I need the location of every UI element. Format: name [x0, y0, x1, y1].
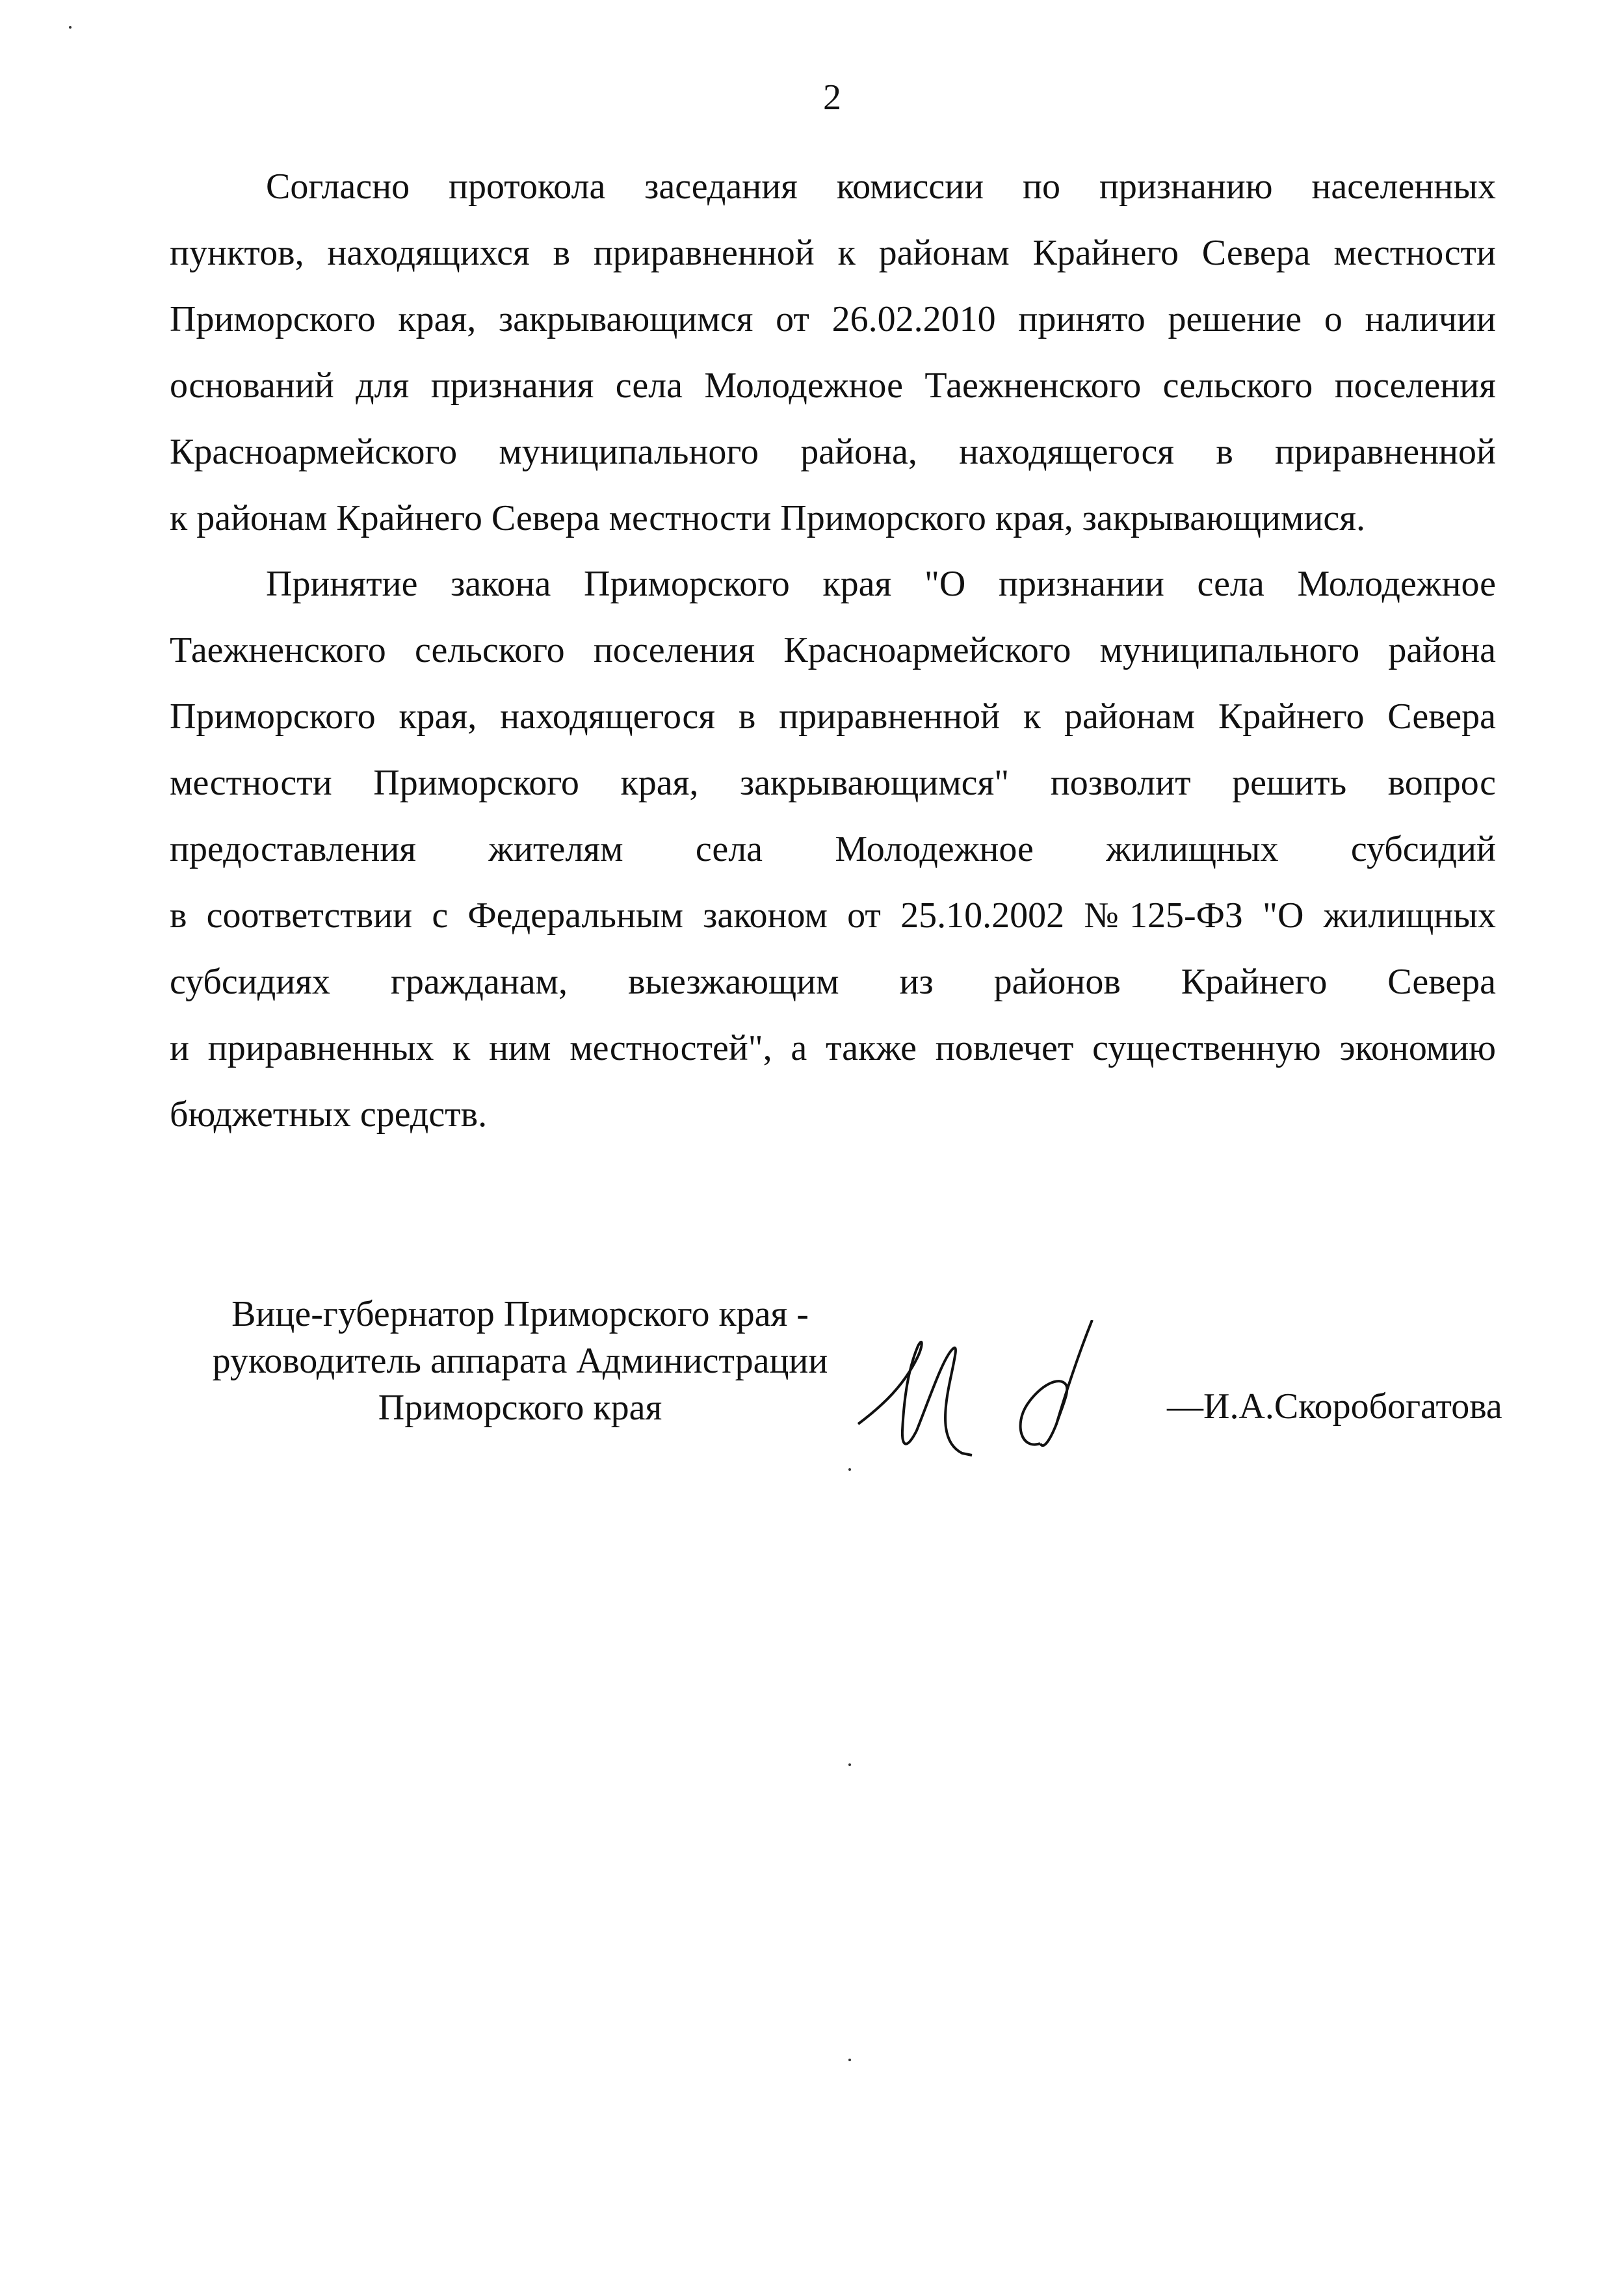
position-line: Приморского края — [378, 1388, 662, 1428]
scan-speck — [848, 1468, 851, 1471]
text-line: субсидиях гражданам, выезжающим из районов Крайнего Севера — [170, 962, 1496, 1002]
text-line: к районам Крайнего Севера местности Приморского края, закрывающимися. — [170, 498, 1366, 538]
handwritten-signature — [845, 1320, 1170, 1463]
text-line: Красноармейского муниципального района, находящегося в приравненной — [170, 432, 1496, 472]
text-line: Согласно протокола заседания комиссии по признанию населенных — [266, 166, 1496, 207]
text-line: пунктов, находящихся в приравненной к районам Крайнего Севера местности — [170, 233, 1496, 273]
position-line: Вице-губернатор Приморского края - — [231, 1294, 809, 1334]
text-line: в соответствии с Федеральным законом от 25.10.2002 №125-ФЗ "О жилищных — [170, 895, 1496, 936]
paragraph-commission-decision — [170, 153, 1496, 551]
text-line: Таежненского сельского поселения Красноармейского муниципального района — [170, 630, 1496, 670]
signer-name: —И.А.Скоробогатова — [1167, 1386, 1502, 1427]
text-line: Принятие закона Приморского края "О признании села Молодежное — [266, 564, 1496, 604]
text-line: оснований для признания села Молодежное Таежненского сельского поселения — [170, 365, 1496, 406]
text-line: бюджетных средств. — [170, 1094, 488, 1135]
text-line: местности Приморского края, закрывающимся" позволит решить вопрос — [170, 763, 1496, 803]
text-line: предоставления жителям села Молодежное жилищных субсидий — [170, 829, 1496, 869]
paragraph-law-adoption — [170, 551, 1496, 1148]
scan-speck — [848, 1763, 851, 1766]
text-line: Приморского края, закрывающимся от 26.02.2010 принято решение о наличии — [170, 299, 1496, 339]
scan-speck — [848, 2059, 851, 2061]
text-line: и приравненных к ним местностей", а также повлечет существенную экономию — [170, 1028, 1496, 1068]
position-line: руководитель аппарата Администрации — [212, 1341, 828, 1381]
page-number: 2 — [823, 77, 841, 118]
text-line: Приморского края, находящегося в приравненной к районам Крайнего Севера — [170, 696, 1496, 737]
scan-speck — [69, 26, 72, 29]
signer-position — [176, 1291, 865, 1431]
